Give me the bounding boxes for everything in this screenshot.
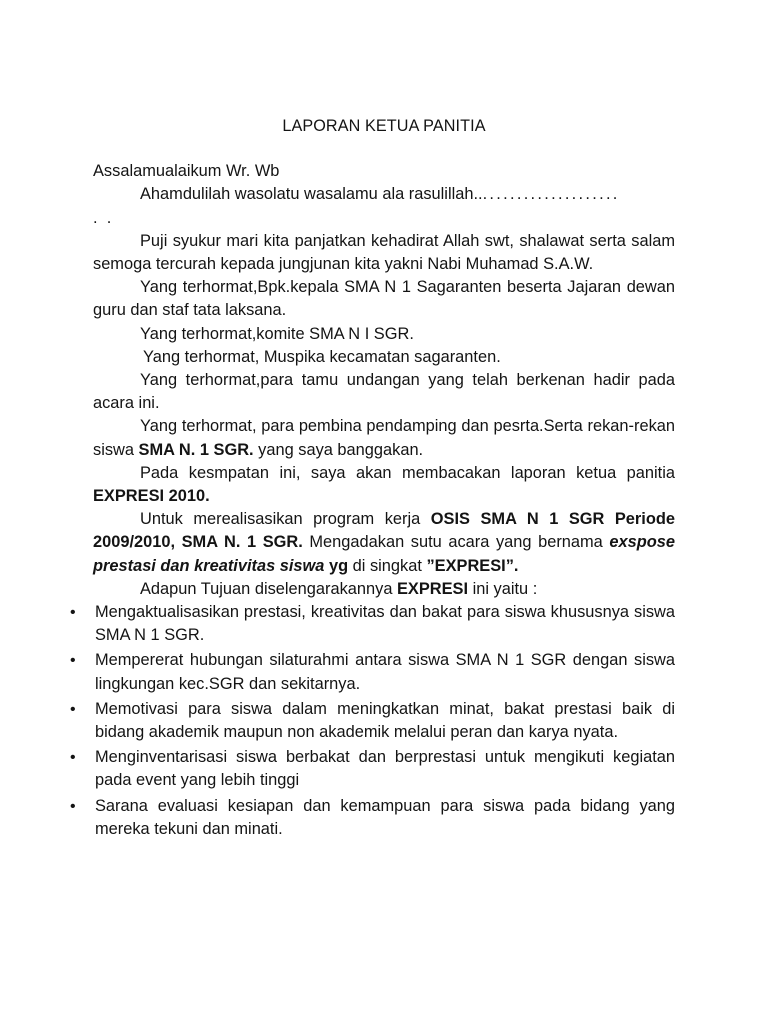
opening-dots-continued: . . bbox=[93, 208, 114, 227]
list-item bbox=[70, 795, 675, 841]
list-item bbox=[70, 698, 675, 744]
bullet-icon: • bbox=[70, 652, 76, 670]
list-item-text: Mempererat hubungan silaturahmi antara siswa SMA N 1 SGR dengan siswa lingkungan kec.SGR dan sekitarnya. bbox=[95, 651, 675, 693]
paragraph-salutation-principal: Yang terhormat,Bpk.kepala SMA N 1 Sagaranten beserta Jajaran dewan guru dan staf tata laksana. bbox=[93, 278, 675, 320]
paragraph-salutation-mentors bbox=[93, 415, 675, 461]
list-item-text: Menginventarisasi siswa berbakat dan berprestasi untuk mengikuti kegiatan pada event yang lebih tinggi bbox=[95, 748, 675, 790]
paragraph-report-intro bbox=[93, 462, 675, 508]
report-intro-text: Pada kesmpatan ini, saya akan membacakan laporan ketua panitia bbox=[140, 463, 675, 482]
program-text-singkat: di singkat bbox=[348, 556, 427, 575]
list-item-text: Memotivasi para siswa dalam meningkatkan minat, bakat prestasi baik di bidang akademik maupun non akademik melalui peran dan karya nyata. bbox=[95, 699, 675, 742]
paragraph-salutation-guests: Yang terhormat,para tamu undangan yang telah berkenan hadir pada acara ini. bbox=[93, 371, 675, 413]
program-event-abbrev: ”EXPRESI”. bbox=[426, 556, 519, 575]
paragraph-purpose-intro bbox=[93, 578, 675, 601]
bullet-icon: • bbox=[70, 749, 76, 767]
opening-dots: .................... bbox=[482, 185, 620, 204]
greeting: Assalamualaikum Wr. Wb bbox=[93, 162, 280, 181]
program-osis-name: OSIS SMA N 1 SGR Periode 2009/2010, SMA N. 1 SGR. bbox=[93, 510, 675, 552]
bullet-icon: • bbox=[70, 797, 76, 815]
paragraph-salutation-muspika: Yang terhormat, Muspika kecamatan sagaranten. bbox=[143, 347, 501, 366]
bullet-icon: • bbox=[70, 700, 76, 718]
mentors-school-name: SMA N. 1 SGR. bbox=[138, 440, 254, 459]
mentors-text: Yang terhormat, para pembina pendamping dan pesrta.Serta rekan-rekan siswa bbox=[93, 417, 675, 459]
list-item bbox=[70, 746, 675, 792]
program-abbrev-word: yg bbox=[324, 556, 349, 575]
opening-text: Ahamdulilah wasolatu wasalamu ala rasulillah.. bbox=[140, 185, 483, 204]
list-item-text: Sarana evaluasi kesiapan dan kemampuan para siswa pada bidang yang mereka tekuni dan minati. bbox=[95, 796, 675, 838]
document-title: LAPORAN KETUA PANITIA bbox=[282, 117, 486, 135]
mentors-text-end: yang saya banggakan. bbox=[253, 440, 424, 459]
list-item bbox=[70, 601, 675, 647]
paragraph-opening bbox=[93, 183, 675, 229]
program-event-fullname: exspose prestasi dan kreativitas siswa bbox=[93, 533, 675, 575]
paragraph-program bbox=[93, 508, 675, 578]
purpose-text: Adapun Tujuan diselengarakannya bbox=[140, 579, 397, 598]
program-text-mid: Mengadakan sutu acara yang bernama bbox=[302, 533, 610, 552]
purpose-event-name: EXPRESI bbox=[396, 579, 469, 598]
paragraph-gratitude: Puji syukur mari kita panjatkan kehadirat Allah swt, shalawat serta salam semoga tercurah kepada jungjunan kita yakni Nabi Muhamad S.A.W. bbox=[93, 231, 675, 274]
purpose-text-end: ini yaitu : bbox=[468, 579, 538, 598]
report-event-name: EXPRESI 2010. bbox=[93, 487, 210, 506]
program-text: Untuk merealisasikan program kerja bbox=[140, 510, 431, 529]
paragraph-salutation-committee: Yang terhormat,komite SMA N I SGR. bbox=[140, 324, 414, 343]
list-item bbox=[70, 649, 675, 695]
bullet-icon: • bbox=[70, 604, 76, 622]
document-page bbox=[70, 115, 675, 841]
list-item-text: Mengaktualisasikan prestasi, kreativitas dan bakat para siswa khususnya siswa SMA N 1 SGR. bbox=[95, 603, 675, 645]
purpose-list bbox=[70, 601, 675, 841]
